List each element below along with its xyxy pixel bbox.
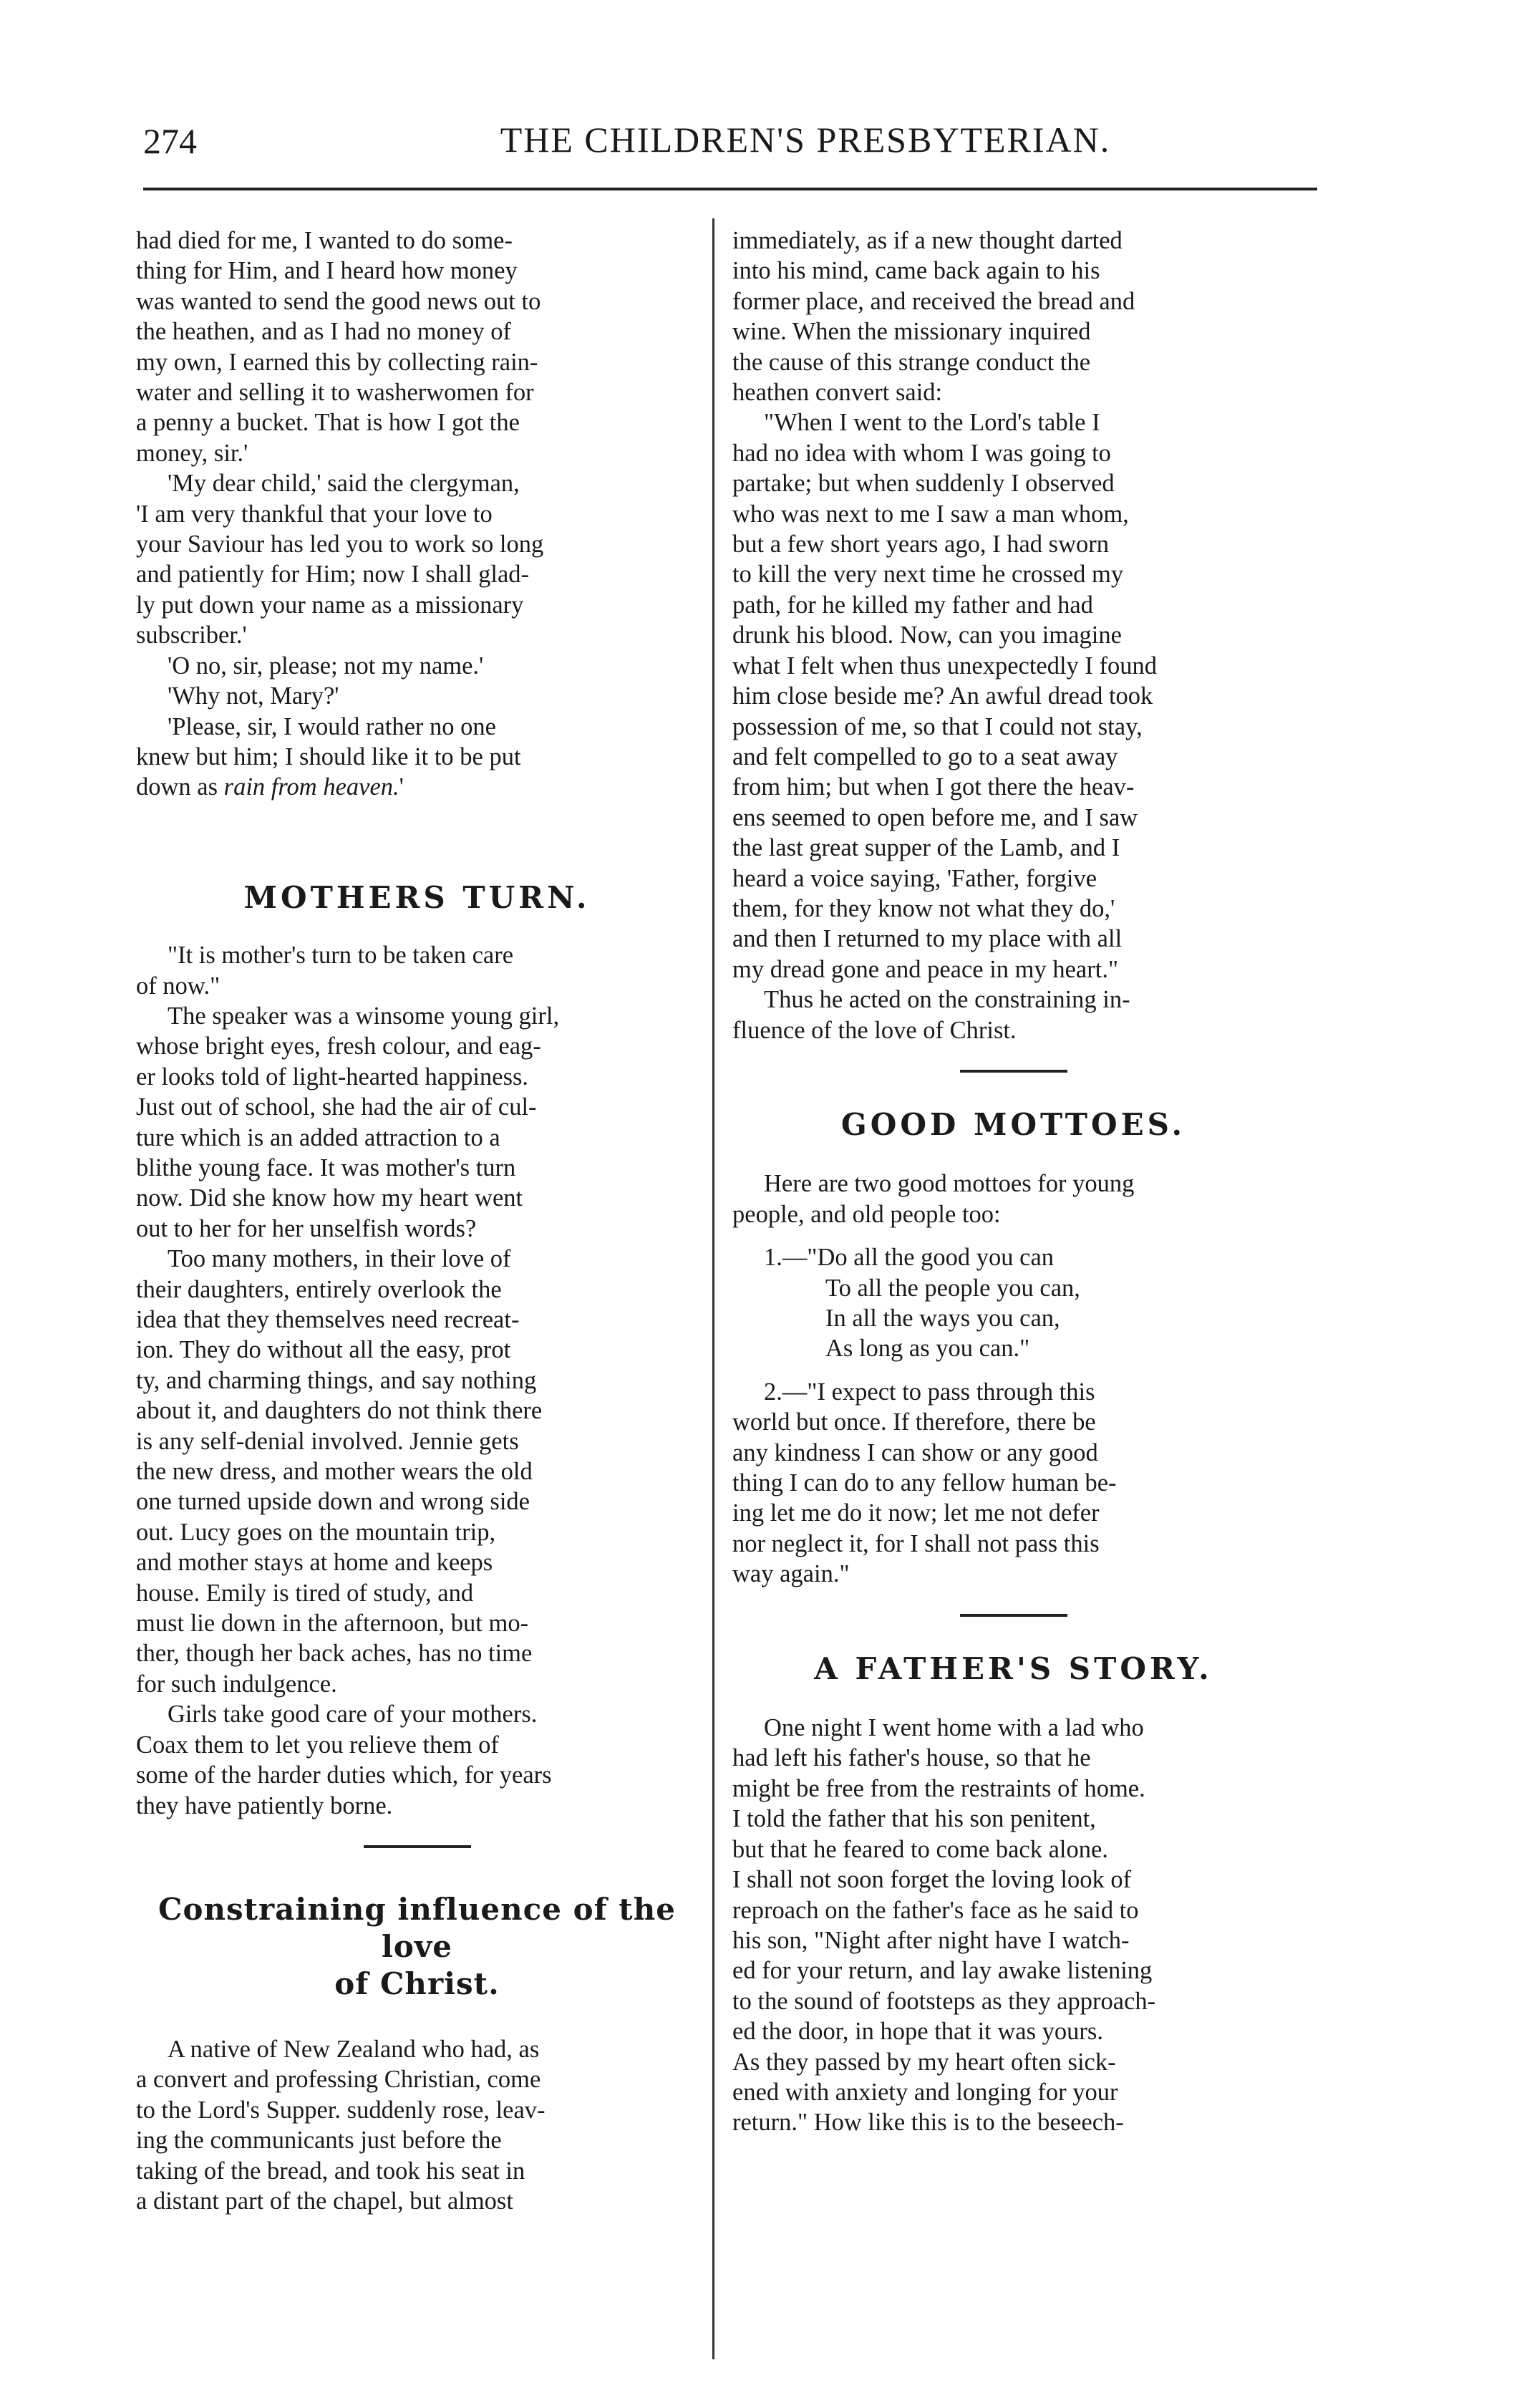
text-line: but that he feared to come back alone. bbox=[732, 1835, 1108, 1863]
poem-line: To all the people you can, bbox=[825, 1274, 1080, 1302]
text-line: Thus he acted on the constraining in- bbox=[764, 986, 1130, 1014]
text-line: way again." bbox=[732, 1560, 850, 1588]
italic-text: rain from heaven. bbox=[223, 773, 399, 801]
text-line: had died for me, I wanted to do some- bbox=[136, 227, 513, 254]
text-line: world but once. If therefore, there be bbox=[732, 1408, 1096, 1436]
header-rule bbox=[143, 188, 1317, 190]
text-line: money, sir.' bbox=[136, 439, 248, 467]
heading-good-mottoes: GOOD MOTTOES. bbox=[840, 1106, 1186, 1142]
paragraph bbox=[732, 407, 1294, 985]
text-line: ing the communicants just before the bbox=[136, 2127, 502, 2155]
paragraph-rain-from-heaven bbox=[136, 712, 698, 803]
text-line: was wanted to send the good news out to bbox=[136, 287, 541, 315]
paragraph bbox=[732, 985, 1294, 1045]
text-line: out. Lucy goes on the mountain trip, bbox=[136, 1518, 496, 1546]
text-line: wine. When the missionary inquired bbox=[732, 318, 1091, 346]
text-line: partake; but when suddenly I observed bbox=[732, 470, 1115, 498]
text-line: must lie down in the afternoon, but mo- bbox=[136, 1610, 529, 1638]
text-line: I told the father that his son penitent, bbox=[732, 1805, 1096, 1833]
text-line: to the sound of footsteps as they approach- bbox=[732, 1987, 1156, 2015]
text-line: about it, and daughters do not think there bbox=[136, 1397, 543, 1425]
poem-line: 1.—"Do all the good you can bbox=[764, 1244, 1055, 1272]
spacer bbox=[136, 913, 698, 940]
paragraph bbox=[136, 226, 698, 468]
text-line: taking of the bread, and took his seat in bbox=[136, 2157, 525, 2185]
paragraph bbox=[732, 1713, 1294, 1865]
text-line: Too many mothers, in their love of bbox=[168, 1245, 511, 1273]
paragraph: 'Why not, Mary?' bbox=[168, 682, 339, 710]
text-line: A native of New Zealand who had, as bbox=[168, 2035, 540, 2063]
text-line: what I felt when thus unexpectedly I found bbox=[732, 652, 1158, 680]
text-line: a convert and professing Christian, come bbox=[136, 2066, 541, 2094]
text-line: water and selling it to washerwomen for bbox=[136, 379, 534, 407]
left-column bbox=[136, 226, 698, 2216]
text-line: "When I went to the Lord's table I bbox=[764, 409, 1100, 437]
spacer bbox=[732, 1364, 1294, 1377]
paragraph: 'O no, sir, please; not my name.' bbox=[168, 652, 484, 680]
paragraph bbox=[732, 1865, 1294, 2138]
text-line: them, for they know not what they do,' bbox=[732, 894, 1115, 922]
text-line: had no idea with whom I was going to bbox=[732, 439, 1111, 467]
text-line: the new dress, and mother wears the old bbox=[136, 1458, 533, 1486]
page-number: 274 bbox=[143, 121, 197, 161]
text-line: 'I am very thankful that your love to bbox=[136, 500, 493, 528]
heading-line: of Christ. bbox=[334, 1965, 500, 2001]
paragraph bbox=[136, 1001, 698, 1244]
text-line: their daughters, entirely overlook the bbox=[136, 1275, 502, 1303]
text-line: and felt compelled to go to a seat away bbox=[732, 743, 1118, 770]
text-line: 'My dear child,' said the clergyman, bbox=[168, 470, 520, 498]
heading-mothers-turn: MOTHERS TURN. bbox=[243, 879, 591, 915]
text-line: him close beside me? An awful dread took bbox=[732, 682, 1153, 710]
text-line: whose bright eyes, fresh colour, and eag- bbox=[136, 1033, 541, 1060]
text-line: path, for he killed my father and had bbox=[732, 591, 1093, 619]
text-line: a distant part of the chapel, but almost bbox=[136, 2187, 513, 2215]
text-line: immediately, as if a new thought darted bbox=[732, 227, 1123, 254]
paragraph bbox=[136, 940, 698, 1001]
paragraph bbox=[732, 226, 1294, 407]
text-line: from him; but when I got there the heav- bbox=[732, 773, 1135, 801]
spacer bbox=[732, 1229, 1294, 1242]
text-line: One night I went home with a lad who bbox=[764, 1714, 1144, 1742]
heading-line: Constraining influence of the love bbox=[158, 1891, 676, 1964]
spacer bbox=[732, 1045, 1294, 1070]
text-span: ' bbox=[399, 773, 404, 801]
running-title: THE CHILDREN'S PRESBYTERIAN. bbox=[500, 120, 1111, 160]
text-line: 2.—"I expect to pass through this bbox=[764, 1378, 1095, 1406]
text-line: ty, and charming things, and say nothing bbox=[136, 1366, 537, 1394]
text-line: I shall not soon forget the loving look of bbox=[732, 1866, 1132, 1894]
spacer bbox=[136, 803, 698, 883]
text-line: drunk his blood. Now, can you imagine bbox=[732, 622, 1122, 649]
text-line: and patiently for Him; now I shall glad- bbox=[136, 561, 530, 589]
text-line: the cause of this strange conduct the bbox=[732, 348, 1091, 376]
spacer bbox=[732, 1140, 1294, 1169]
text-line: er looks told of light-hearted happiness. bbox=[136, 1063, 529, 1091]
spacer bbox=[136, 1821, 698, 1845]
text-line: ened with anxiety and longing for your bbox=[732, 2078, 1118, 2106]
text-line: ly put down your name as a missionary bbox=[136, 591, 524, 619]
text-line: ture which is an added attraction to a bbox=[136, 1123, 500, 1151]
column-divider bbox=[712, 218, 714, 2359]
text-line: ion. They do without all the easy, prot bbox=[136, 1336, 511, 1364]
paragraph bbox=[136, 468, 698, 650]
text-line: now. Did she know how my heart went bbox=[136, 1184, 523, 1212]
text-line: and then I returned to my place with all bbox=[732, 925, 1123, 953]
text-line: out to her for her unselfish words? bbox=[136, 1214, 477, 1242]
text-line: they have patiently borne. bbox=[136, 1792, 393, 1819]
text-line: Here are two good mottoes for young bbox=[764, 1170, 1135, 1198]
text-line: As they passed by my heart often sick- bbox=[732, 2048, 1116, 2076]
text-line: heard a voice saying, 'Father, forgive bbox=[732, 864, 1097, 892]
text-line: your Saviour has led you to work so long bbox=[136, 531, 544, 559]
text-line: subscriber.' bbox=[136, 622, 247, 649]
paragraph bbox=[732, 1169, 1294, 1229]
text-line: but a few short years ago, I had sworn bbox=[732, 531, 1109, 559]
text-line: to kill the very next time he crossed my bbox=[732, 561, 1124, 589]
text-line: knew but him; I should like it to be put bbox=[136, 743, 521, 770]
spacer bbox=[732, 1684, 1294, 1713]
text-line: and mother stays at home and keeps bbox=[136, 1549, 493, 1577]
text-line: is any self-denial involved. Jennie gets bbox=[136, 1427, 519, 1455]
text-line: into his mind, came back again to his bbox=[732, 257, 1100, 285]
text-line: reproach on the father's face as he said to bbox=[732, 1896, 1139, 1924]
text-line: nor neglect it, for I shall not pass this bbox=[732, 1529, 1100, 1557]
text-line: to the Lord's Supper. suddenly rose, leav- bbox=[136, 2096, 546, 2124]
text-line: Just out of school, she had the air of cul- bbox=[136, 1093, 537, 1121]
page-header bbox=[143, 115, 1317, 179]
text-line: ens seemed to open before me, and I saw bbox=[732, 803, 1138, 831]
text-line: Coax them to let you relieve them of bbox=[136, 1731, 499, 1759]
text-line: thing I can do to any fellow human be- bbox=[732, 1469, 1117, 1497]
text-line: return." How like this is to the beseech- bbox=[732, 2109, 1124, 2137]
paragraph bbox=[136, 2034, 698, 2216]
heading-constraining-influence bbox=[136, 1891, 698, 2003]
text-line: had left his father's house, so that he bbox=[732, 1744, 1091, 1772]
text-line: the last great supper of the Lamb, and I bbox=[732, 834, 1120, 862]
spacer bbox=[732, 1590, 1294, 1614]
text-line: "It is mother's turn to be taken care bbox=[168, 942, 514, 970]
text-line: blithe young face. It was mother's turn bbox=[136, 1154, 516, 1181]
text-line: people, and old people too: bbox=[732, 1200, 1001, 1228]
text-line: a penny a bucket. That is how I got the bbox=[136, 409, 520, 437]
text-line: who was next to me I saw a man whom, bbox=[732, 500, 1129, 528]
paragraph bbox=[136, 1244, 698, 1699]
text-span: down as bbox=[136, 773, 224, 801]
motto-poem bbox=[732, 1242, 1294, 1364]
text-line: his son, "Night after night have I watch- bbox=[732, 1926, 1130, 1954]
paragraph bbox=[136, 1699, 698, 1821]
text-line: my dread gone and peace in my heart." bbox=[732, 955, 1119, 983]
text-line: possession of me, so that I could not stay, bbox=[732, 712, 1143, 740]
heading-fathers-story: A FATHER'S STORY. bbox=[814, 1650, 1213, 1686]
spacer bbox=[136, 1848, 698, 1891]
paragraph-lines bbox=[136, 713, 521, 770]
text-line: thing for Him, and I heard how money bbox=[136, 257, 518, 285]
text-line: ther, though her back aches, has no time bbox=[136, 1640, 533, 1668]
text-line: the heathen, and as I had no money of bbox=[136, 318, 512, 346]
text-line: former place, and received the bread and bbox=[732, 287, 1135, 315]
text-line: ing let me do it now; let me not defer bbox=[732, 1499, 1100, 1527]
text-line: for such indulgence. bbox=[136, 1670, 337, 1698]
text-line: one turned upside down and wrong side bbox=[136, 1488, 530, 1516]
text-line: heathen convert said: bbox=[732, 379, 943, 407]
text-line: fluence of the love of Christ. bbox=[732, 1016, 1017, 1044]
poem-line: As long as you can." bbox=[825, 1335, 1030, 1363]
text-line: of now." bbox=[136, 972, 220, 1000]
text-line: ed the door, in hope that it was yours. bbox=[732, 2018, 1103, 2046]
text-line: any kindness I can show or any good bbox=[732, 1438, 1098, 1466]
spacer bbox=[732, 1617, 1294, 1654]
poem-line: In all the ways you can, bbox=[825, 1305, 1060, 1332]
text-line: my own, I earned this by collecting rain- bbox=[136, 348, 538, 376]
text-line: Girls take good care of your mothers. bbox=[168, 1701, 538, 1728]
right-column bbox=[732, 226, 1294, 2138]
text-line: some of the harder duties which, for years bbox=[136, 1761, 552, 1789]
text-line: ed for your return, and lay awake listening bbox=[732, 1957, 1153, 1985]
paragraph bbox=[732, 1377, 1294, 1590]
text-line: might be free from the restraints of home. bbox=[732, 1774, 1145, 1802]
text-line: house. Emily is tired of study, and bbox=[136, 1579, 474, 1607]
text-line: 'Please, sir, I would rather no one bbox=[168, 712, 496, 740]
text-line: idea that they themselves need recreat- bbox=[136, 1306, 520, 1333]
text-line: The speaker was a winsome young girl, bbox=[168, 1002, 560, 1030]
spacer bbox=[136, 2003, 698, 2034]
spacer bbox=[732, 1073, 1294, 1110]
